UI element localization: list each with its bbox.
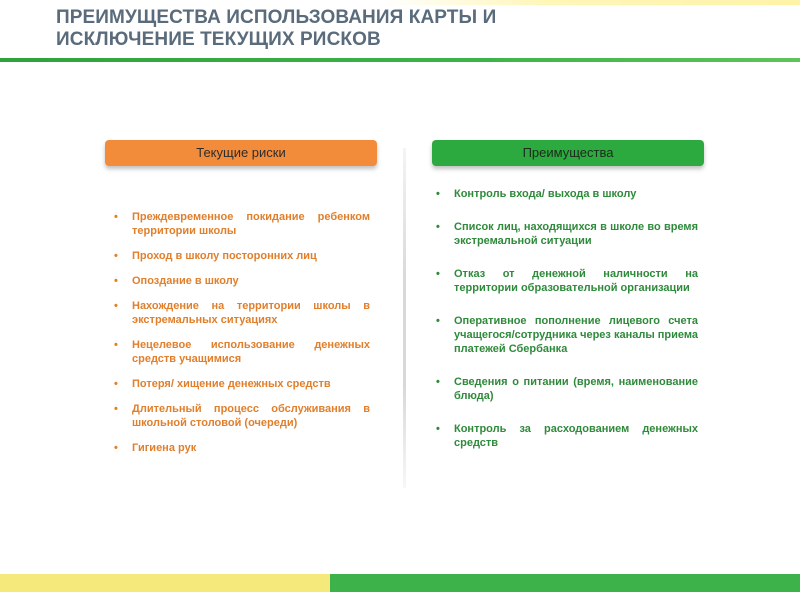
risk-item: • Опоздание в школу [132,274,370,288]
column-divider [403,148,406,488]
bottom-bar-yellow [0,574,330,592]
benefit-item: • Контроль за расходованием денежных средств [454,422,698,450]
risk-item: • Преждевременное покидание ребенком территории школы [132,210,370,238]
risk-item: • Проход в школу посторонних лиц [132,249,370,263]
title-rule [0,58,800,62]
risk-item: • Нахождение на территории школы в экстремальных ситуациях [132,299,370,327]
slide-title [56,7,616,51]
benefits-list [454,187,698,469]
slide-title-line-1: ПРЕИМУЩЕСТВА ИСПОЛЬЗОВАНИЯ КАРТЫ И [56,7,497,28]
risks-list [132,210,370,466]
risks-header: Текущие риски [105,140,377,166]
risk-item: • Длительный процесс обслуживания в школьной столовой (очереди) [132,402,370,430]
risk-item: • Гигиена рук [132,441,370,455]
risk-item: • Нецелевое использование денежных средств учащимися [132,338,370,366]
top-decor-strip [380,0,800,5]
benefit-item: • Список лиц, находящихся в школе во время экстремальной ситуации [454,220,698,248]
benefit-item: • Сведения о питании (время, наименование блюда) [454,375,698,403]
benefit-item: • Контроль входа/ выхода в школу [454,187,698,201]
slide-title-line-2: ИСКЛЮЧЕНИЕ ТЕКУЩИХ РИСКОВ [56,29,381,50]
benefit-item: • Отказ от денежной наличности на территории образовательной организации [454,267,698,295]
benefits-header: Преимущества [432,140,704,166]
risk-item: • Потеря/ хищение денежных средств [132,377,370,391]
benefit-item: • Оперативное пополнение лицевого счета учащегося/сотрудника через каналы приема платежей Сбербанка [454,314,698,356]
bottom-bar-green [330,574,800,592]
